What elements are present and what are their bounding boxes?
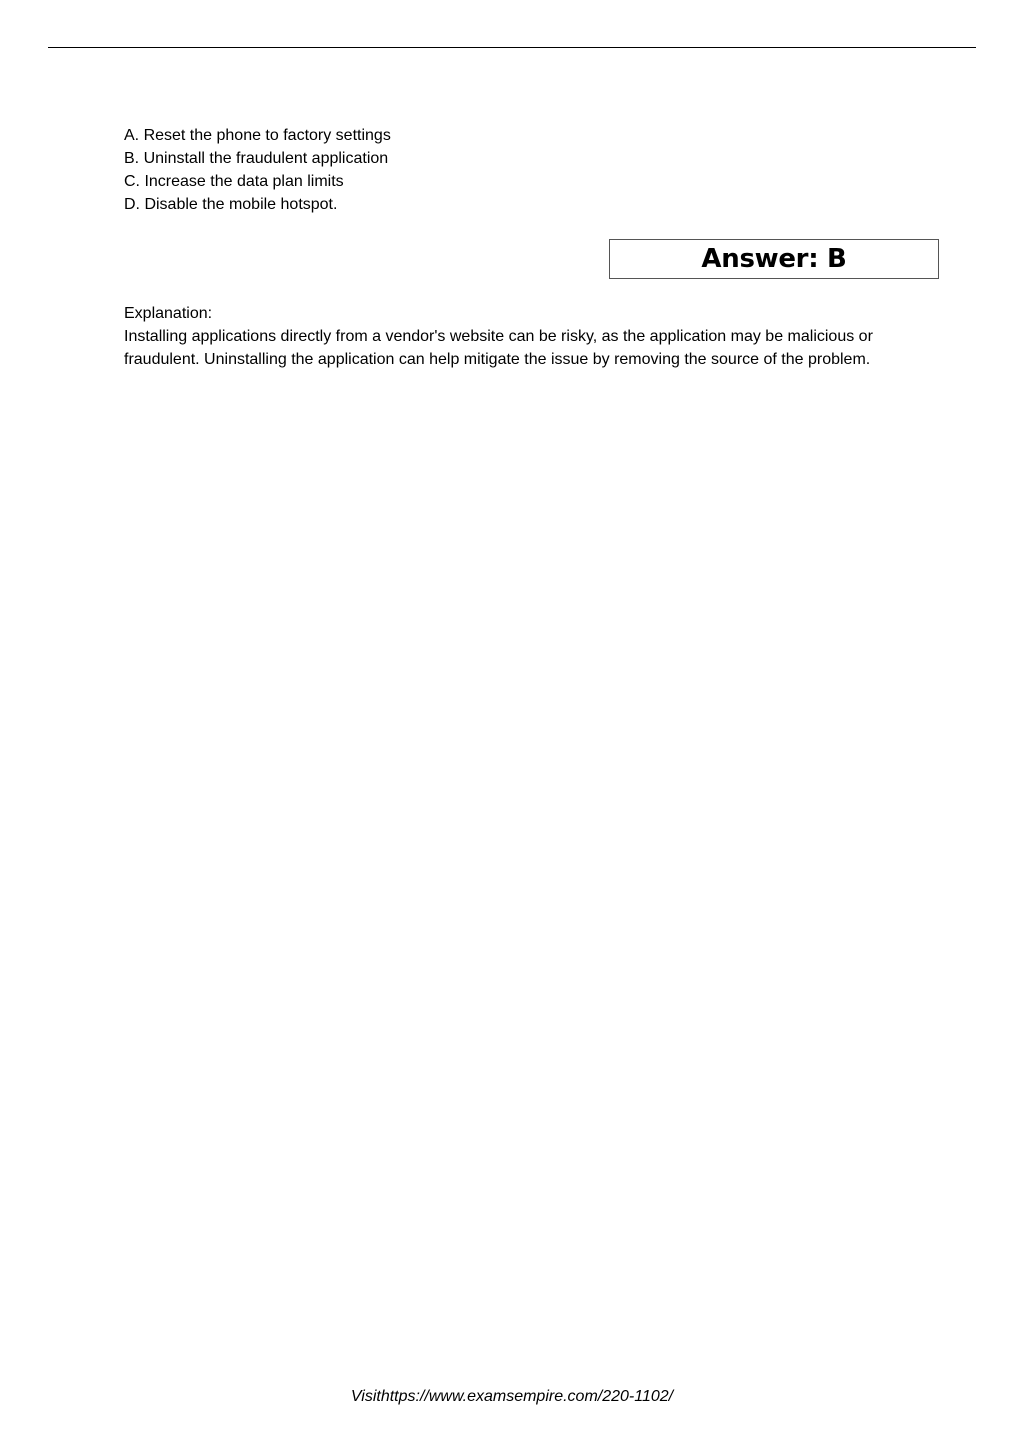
explanation-section bbox=[124, 302, 924, 371]
footer-link-text: Visithttps://www.examsempire.com/220-1102/ bbox=[350, 1388, 674, 1405]
option-d: D. Disable the mobile hotspot. bbox=[124, 196, 338, 213]
answer-box bbox=[609, 239, 939, 279]
answer-text: Answer: B bbox=[701, 244, 847, 274]
header-divider bbox=[48, 47, 976, 48]
explanation-body: Installing applications directly from a vendor's website can be risky, as the application may be malicious or fraudulent. Uninstalling the application can help mitigate the issue by removing the source of the problem. bbox=[124, 328, 873, 368]
option-a: A. Reset the phone to factory settings bbox=[124, 127, 391, 144]
option-c: C. Increase the data plan limits bbox=[124, 173, 344, 190]
explanation-heading: Explanation: bbox=[124, 305, 213, 322]
answer-options-list bbox=[124, 124, 391, 216]
option-b: B. Uninstall the fraudulent application bbox=[124, 150, 389, 167]
